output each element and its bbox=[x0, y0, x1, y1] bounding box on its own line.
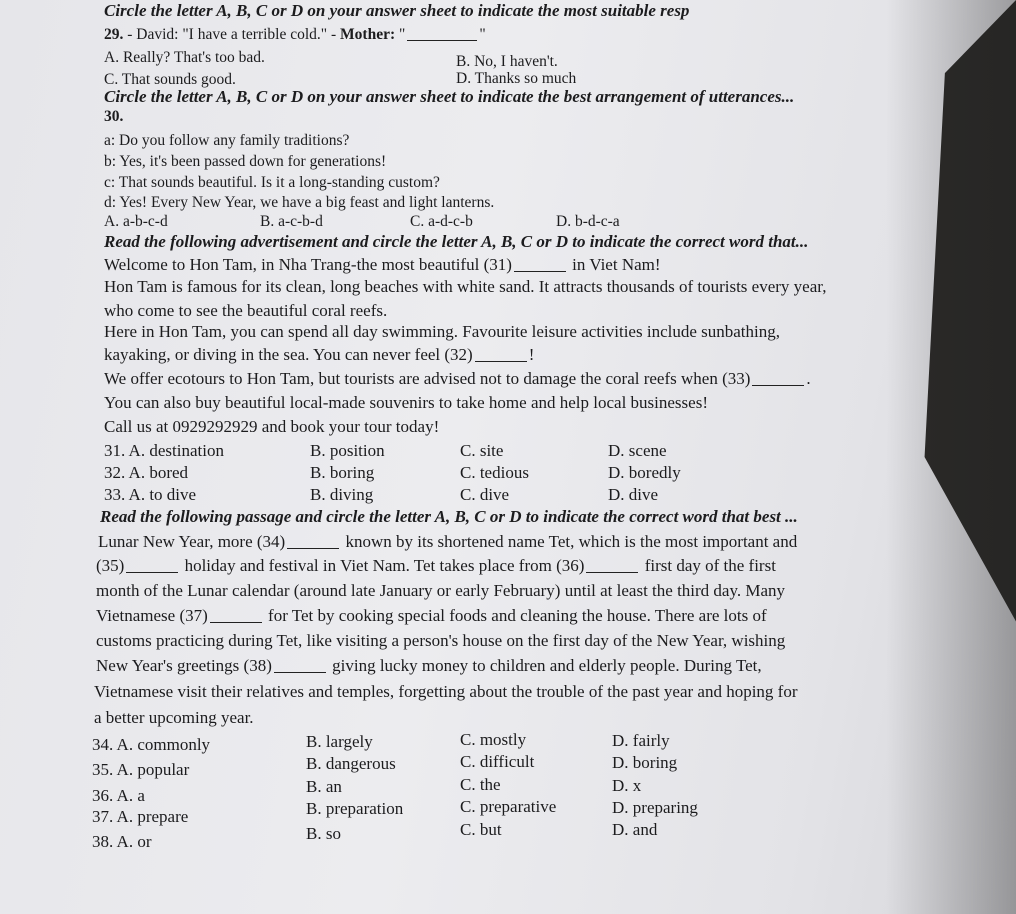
passage-line-5: customs practicing during Tet, like visiting a person's house on the first day of the New Year, wishing bbox=[96, 631, 786, 650]
ad-line-2: Hon Tam is famous for its clean, long beaches with white sand. It attracts thousands of tourists every year, bbox=[104, 277, 827, 296]
passage-line-1-end: known by its shortened name Tet, which is the most important and bbox=[345, 532, 798, 551]
ad-line-3: who come to see the beautiful coral reefs. bbox=[104, 301, 388, 320]
q38-option-b[interactable]: B. so bbox=[306, 824, 341, 843]
q29-speaker: Mother: bbox=[340, 26, 396, 43]
q31-option-a[interactable]: 31. A. destination bbox=[104, 441, 224, 460]
q30-option-a[interactable]: A. a-b-c-d bbox=[104, 213, 168, 230]
q29-instruction: Circle the letter A, B, C or D on your answer sheet to indicate the most suitable resp bbox=[104, 1, 690, 20]
q31-blank bbox=[514, 271, 566, 272]
passage-line-6-end: giving lucky money to children and elderly people. During Tet, bbox=[332, 656, 762, 675]
q29-option-c[interactable]: C. That sounds good. bbox=[104, 71, 236, 88]
q30-utterance-c: c: That sounds beautiful. Is it a long-standing custom? bbox=[104, 174, 440, 191]
ad-line-1-text: Welcome to Hon Tam, in Nha Trang-the most beautiful (31) bbox=[104, 255, 512, 274]
q30-option-b[interactable]: B. a-c-b-d bbox=[260, 213, 323, 230]
q36-option-a[interactable]: 36. A. a bbox=[92, 786, 145, 805]
q30-number: 30. bbox=[104, 108, 124, 125]
q37-option-d[interactable]: D. preparing bbox=[612, 798, 698, 817]
q33-blank bbox=[752, 385, 804, 386]
q38-option-d[interactable]: D. and bbox=[612, 820, 658, 839]
q32-option-b[interactable]: B. boring bbox=[310, 463, 375, 482]
passage-line-4-end: for Tet by cooking special foods and cleaning the house. There are lots of bbox=[268, 606, 767, 625]
q31-option-d[interactable]: D. scene bbox=[608, 441, 667, 460]
q29-option-d[interactable]: D. Thanks so much bbox=[456, 70, 577, 87]
q38-option-c[interactable]: C. but bbox=[460, 820, 502, 839]
q29-quote-open: " bbox=[399, 26, 406, 43]
q37-option-a[interactable]: 37. A. prepare bbox=[92, 807, 189, 826]
q29-prompt: - David: "I have a terrible cold." - bbox=[127, 26, 341, 43]
q36-option-d[interactable]: D. x bbox=[612, 776, 642, 795]
q30-utterance-b: b: Yes, it's been passed down for generations! bbox=[104, 153, 387, 170]
q36-blank bbox=[586, 572, 638, 573]
q35-option-b[interactable]: B. dangerous bbox=[306, 754, 396, 773]
ad-line-6-end: . bbox=[806, 369, 811, 388]
ad-line-5 bbox=[104, 346, 534, 363]
q33-option-c[interactable]: C. dive bbox=[460, 485, 510, 504]
q30-option-d[interactable]: D. b-d-c-a bbox=[556, 213, 620, 230]
q29-number: 29. bbox=[104, 26, 124, 43]
q30-utterance-d: d: Yes! Every New Year, we have a big feast and light lanterns. bbox=[104, 194, 495, 211]
q29-option-b[interactable]: B. No, I haven't. bbox=[456, 53, 558, 70]
q33-option-a[interactable]: 33. A. to dive bbox=[104, 485, 197, 504]
q38-option-a[interactable]: 38. A. or bbox=[92, 832, 152, 851]
q30-option-c[interactable]: C. a-d-c-b bbox=[410, 213, 473, 230]
q35-option-d[interactable]: D. boring bbox=[612, 753, 678, 772]
q29-quote-close: " bbox=[479, 26, 486, 43]
passage-line-6 bbox=[96, 657, 762, 674]
q36-option-b[interactable]: B. an bbox=[306, 777, 342, 796]
q36-option-c[interactable]: C. the bbox=[460, 775, 501, 794]
q35-blank bbox=[126, 572, 178, 573]
q30-utterance-a: a: Do you follow any family traditions? bbox=[104, 132, 350, 149]
q32-blank bbox=[475, 361, 527, 362]
passage-line-4-text: Vietnamese (37) bbox=[96, 606, 208, 625]
passage-line-2 bbox=[96, 557, 776, 574]
q38-blank bbox=[274, 672, 326, 673]
q37-option-c[interactable]: C. preparative bbox=[460, 797, 557, 816]
passage-line-8: a better upcoming year. bbox=[94, 708, 254, 727]
q35-option-a[interactable]: 35. A. popular bbox=[92, 760, 190, 779]
q37-blank bbox=[210, 622, 262, 623]
q29-option-a[interactable]: A. Really? That's too bad. bbox=[104, 49, 265, 66]
q29-answer-blank bbox=[407, 40, 477, 41]
passage-line-2-mid: holiday and festival in Viet Nam. Tet takes place from (36) bbox=[184, 556, 585, 575]
q33-option-d[interactable]: D. dive bbox=[608, 485, 659, 504]
ad-line-6-text: We offer ecotours to Hon Tam, but tourists are advised not to damage the coral reefs when (33) bbox=[104, 369, 751, 388]
ad-line-1 bbox=[104, 256, 661, 273]
passage-line-2-text: (35) bbox=[96, 556, 125, 575]
q31-option-b[interactable]: B. position bbox=[310, 441, 385, 460]
ad-line-5-end: ! bbox=[528, 345, 535, 364]
ad-line-7: You can also buy beautiful local-made souvenirs to take home and help local businesses! bbox=[104, 393, 708, 412]
q32-option-a[interactable]: 32. A. bored bbox=[104, 463, 189, 482]
ad-line-6 bbox=[104, 370, 811, 387]
q34-option-c[interactable]: C. mostly bbox=[460, 730, 527, 749]
passage-line-3: month of the Lunar calendar (around late January or early February) until at least the third day. Many bbox=[96, 581, 786, 600]
q34-option-a[interactable]: 34. A. commonly bbox=[92, 735, 211, 754]
passage-line-1-text: Lunar New Year, more (34) bbox=[98, 532, 286, 551]
q34-blank bbox=[287, 548, 339, 549]
q35-option-c[interactable]: C. difficult bbox=[460, 752, 535, 771]
q32-option-d[interactable]: D. boredly bbox=[608, 463, 681, 482]
q30-instruction: Circle the letter A, B, C or D on your answer sheet to indicate the best arrangement of utterances... bbox=[104, 87, 795, 106]
q37-option-b[interactable]: B. preparation bbox=[306, 799, 404, 818]
passage-line-2-end: first day of the first bbox=[644, 556, 776, 575]
q33-option-b[interactable]: B. diving bbox=[310, 485, 374, 504]
ad-line-8: Call us at 0929292929 and book your tour today! bbox=[104, 417, 440, 436]
ad-line-4: Here in Hon Tam, you can spend all day swimming. Favourite leisure activities include sunbathing, bbox=[104, 322, 780, 341]
passage-line-7: Vietnamese visit their relatives and temples, forgetting about the trouble of the past year and hoping for bbox=[94, 682, 798, 701]
q29-stem bbox=[104, 27, 486, 43]
q31-option-c[interactable]: C. site bbox=[460, 441, 504, 460]
passage-instruction: Read the following passage and circle the letter A, B, C or D to indicate the correct word that best ... bbox=[100, 507, 798, 526]
passage-line-6-text: New Year's greetings (38) bbox=[96, 656, 272, 675]
q32-option-c[interactable]: C. tedious bbox=[460, 463, 529, 482]
ad-line-1-end: in Viet Nam! bbox=[572, 255, 661, 274]
passage-line-4 bbox=[96, 607, 767, 624]
q34-option-b[interactable]: B. largely bbox=[306, 732, 373, 751]
q34-option-d[interactable]: D. fairly bbox=[612, 731, 670, 750]
ad-line-5-text: kayaking, or diving in the sea. You can never feel (32) bbox=[104, 345, 473, 364]
ad-instruction: Read the following advertisement and circle the letter A, B, C or D to indicate the correct word that... bbox=[104, 232, 809, 251]
passage-line-1 bbox=[98, 533, 797, 550]
